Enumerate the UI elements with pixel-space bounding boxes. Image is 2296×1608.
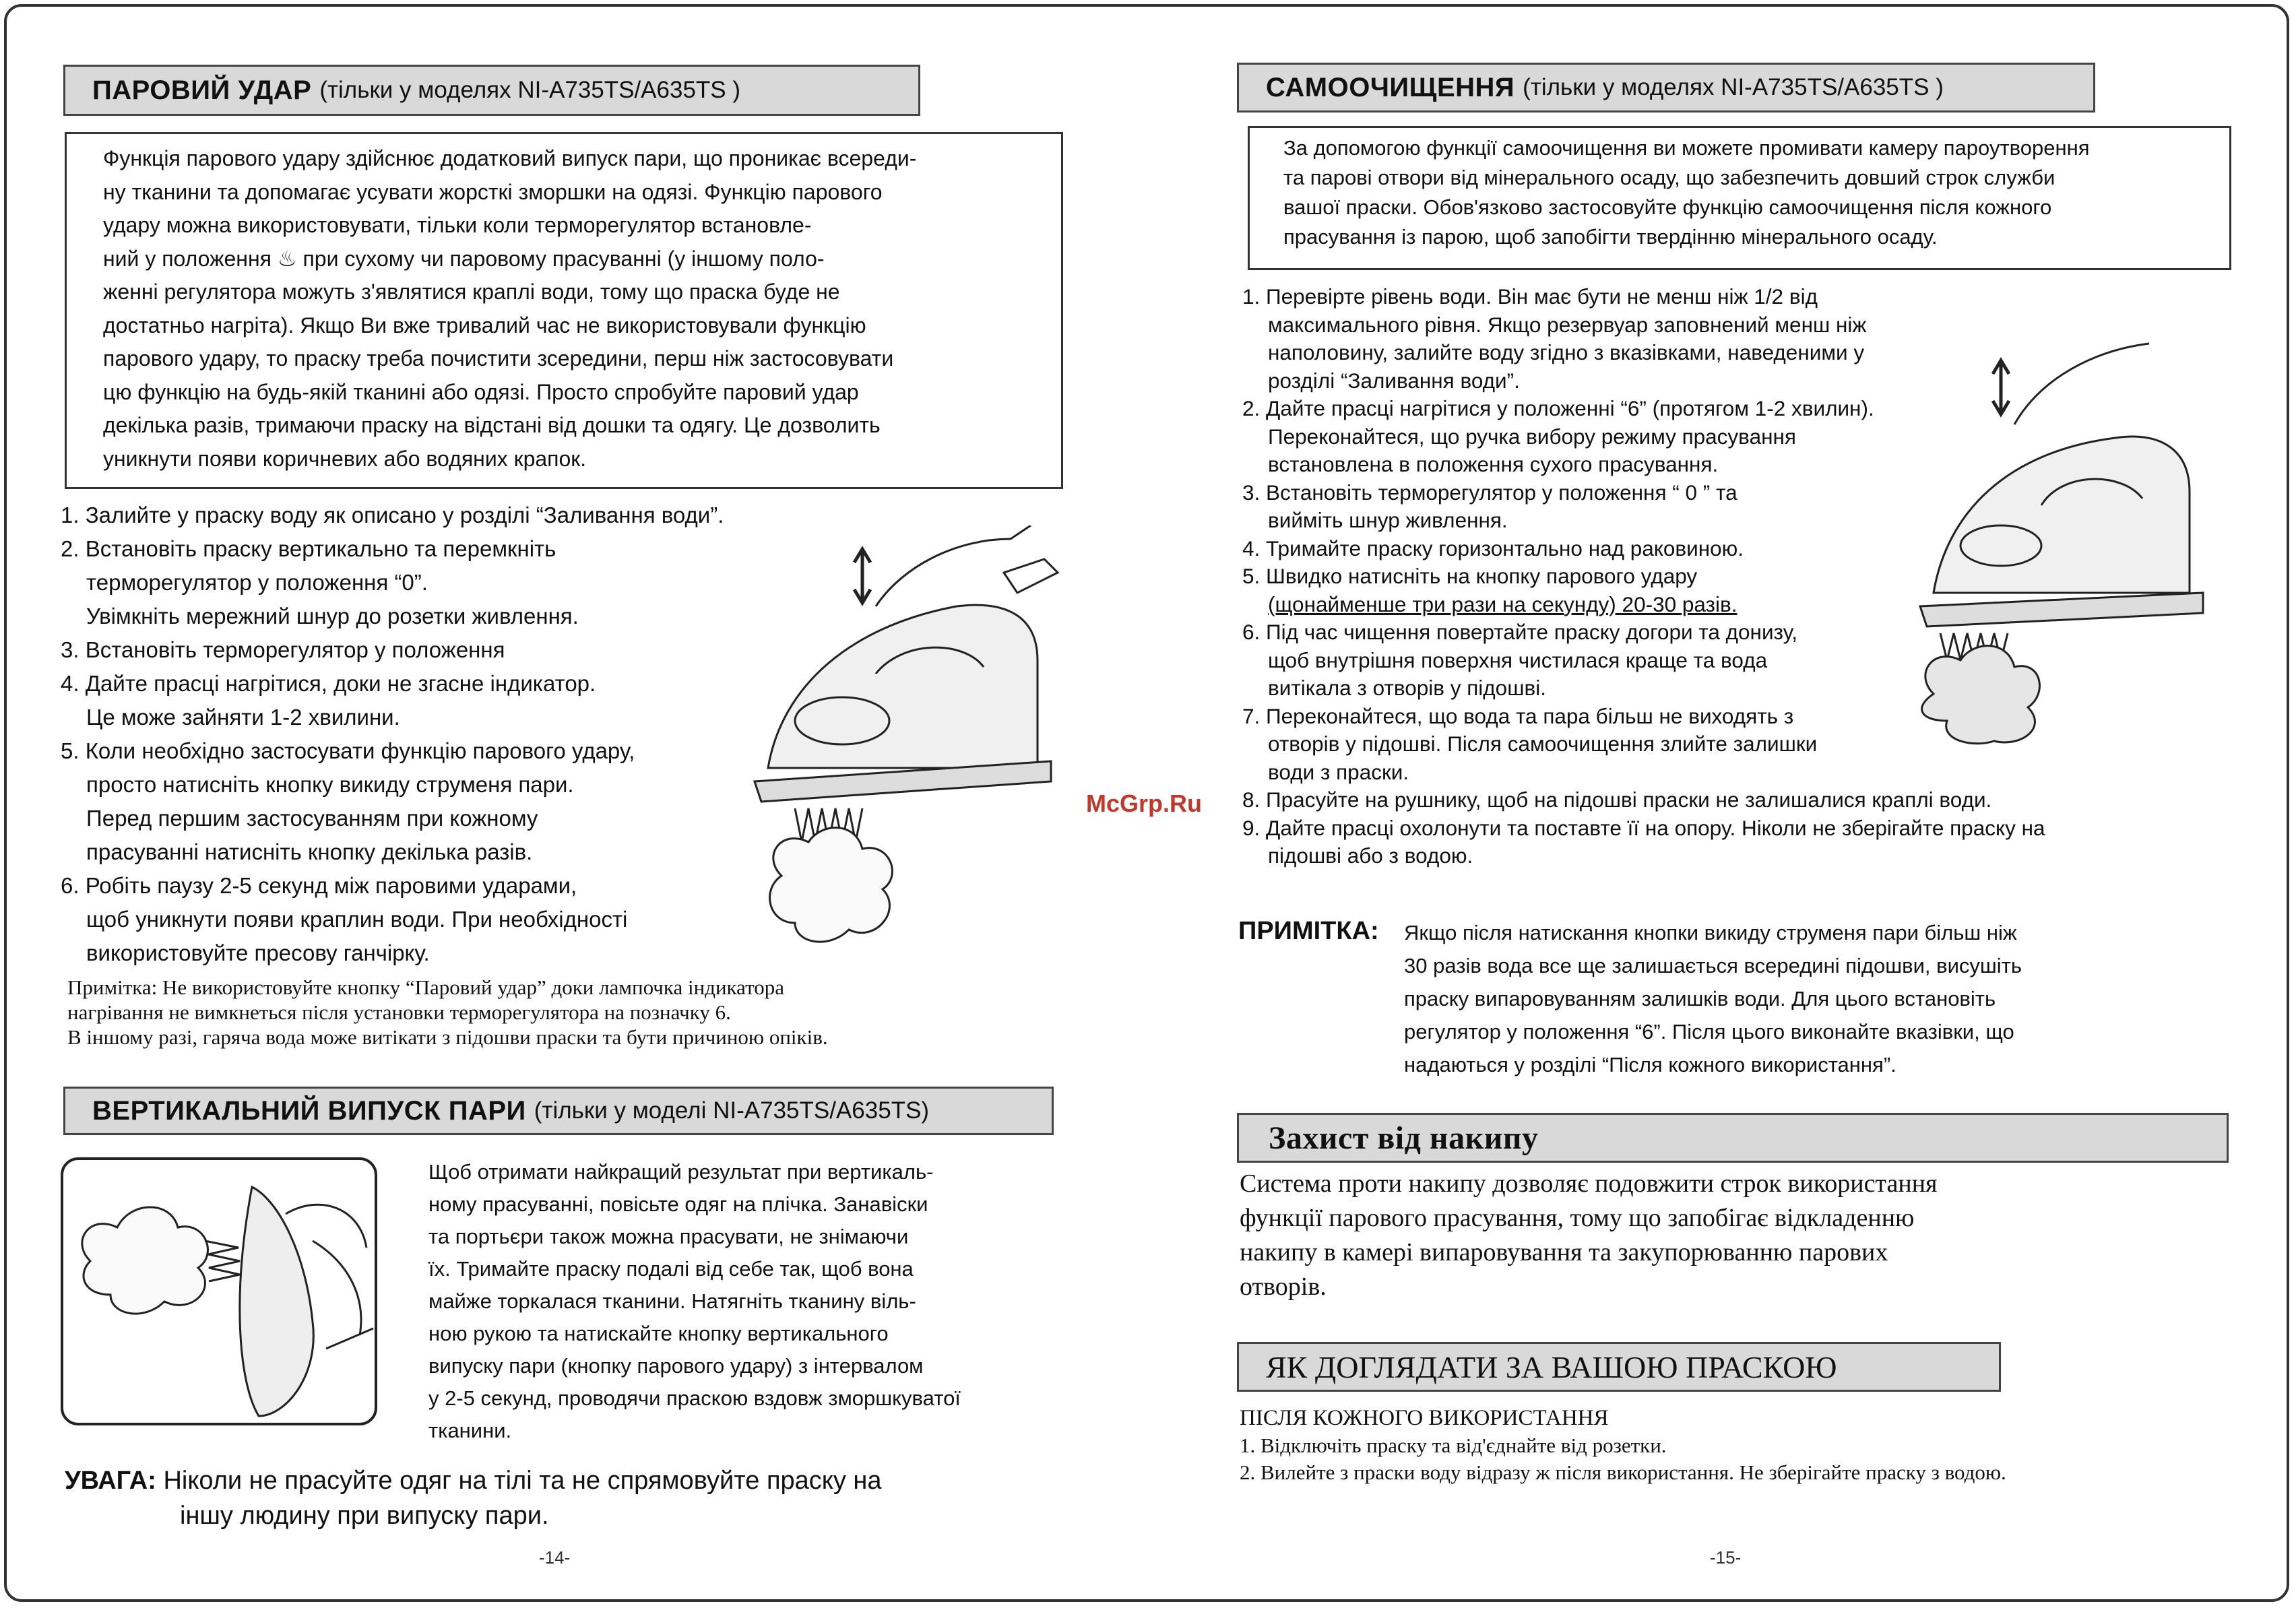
note-line: надаються у розділі “Після кожного використання”. [1404,1053,1896,1076]
note-line: регулятор у положення “6”. Після цього виконайте вказівки, що [1404,1020,2014,1043]
self-clean-header [1237,63,2095,112]
steam-shot-intro-box [65,132,1063,489]
page-number: -14- [539,1547,571,1568]
intro-line: Функція парового удару здійснює додатковий випуск пари, що проникає всереди- [103,146,917,170]
self-clean-intro-box [1248,126,2231,270]
intro-line: ний у положення ♨ при сухому чи паровому прасуванні (у іншому поло- [103,246,825,271]
step-item: 3. Встановіть терморегулятор у положення [61,637,505,662]
vertical-steam-title: ВЕРТИКАЛЬНИЙ ВИПУСК ПАРИ [92,1095,526,1126]
intro-line: За допомогою функції самоочищення ви можете промивати камеру пароутворення [1283,136,2090,160]
step-item: 8. Прасуйте на рушнику, щоб на підошві праски не залишалися краплі води. [1242,787,1992,812]
step-item: 6. Робіть паузу 2-5 секунд між паровими ударами, щоб уникнути появи краплин води. При необхідності використовуйте пресову ганчірку. [61,873,628,965]
antiscale-title: Захист від накипу [1269,1120,1539,1156]
intro-line: уникнути появи коричневих або водяних крапок. [103,446,587,471]
step-item: 2. Дайте прасці нагрітися у положенні “6” (протягом 1-2 хвилин). Переконайтеся, що ручка вибору режиму прасування встановлена в положення сухого прасування. [1242,396,1874,476]
intro-line: достатньо нагріта). Якщо Ви вже тривалий час не використовували функцію [103,313,866,337]
text-line: випуску пари (кнопку парового удару) з інтервалом [428,1354,924,1378]
steam-shot-header [63,65,920,116]
note-line: 30 разів вода все ще залишається всередині підошви, висушіть [1404,954,2022,977]
text-line: та портьєри також можна прасувати, не знімаючи [428,1225,909,1248]
text-line: отворів. [1240,1273,1327,1301]
step-item: 7. Переконайтеся, що вода та пара більш не виходять з отворів у підошві. Після самоочищення злийте залишки води з праски. [1242,703,1818,784]
note-line: праску випаровуванням залишків води. Для цього встановіть [1404,987,1996,1010]
intro-line: декілька разів, тримаючи праску на відстані від дошки та одягу. Це дозволить [103,413,881,437]
warning-line: іншу людину при випуску пари. [180,1502,549,1530]
vertical-steam-text [428,1156,1095,1447]
text-line: Щоб отримати найкращий результат при вертикаль- [428,1160,934,1184]
intro-line: та парові отвори від мінерального осаду, що забезпечить довший строк служби [1283,166,2055,189]
step-item: 2. Встановіть праску вертикально та перемкніть терморегулятор у положення “0”. Увімкніть мережний шнур до розетки живлення. [61,536,579,629]
care-header [1237,1342,2001,1392]
self-clean-note [1238,916,2222,1081]
intro-line: вашої праски. Обов'язково застосовуйте функцію самоочищення після кожного [1283,195,2052,219]
care-title: ЯК ДОГЛЯДАТИ ЗА ВАШОЮ ПРАСКОЮ [1266,1349,1837,1384]
step-item: 6. Під час чищення повертайте праску догори та донизу, щоб внутрішня поверхня чистилася краще та вода витікала з отворів у підошві. [1242,620,1797,700]
iron-self-clean-illustration [1893,337,2217,748]
care-line: 2. Вилейте з праски воду відразу ж після використання. Не зберігайте праску з водою. [1240,1460,2006,1484]
text-line: ною рукою та натискайте кнопку вертикального [428,1322,889,1345]
step-item: 1. Перевірте рівень води. Він має бути не менш ніж 1/2 від максимального рівня. Якщо резервуар заповнений менш ніж наполовину, залийте воду згідно з вказівками, наведеними у розділі “Заливання води”. [1242,284,1867,393]
vertical-steam-illustration [61,1157,377,1425]
step-item: 5. Коли необхідно застосувати функцію парового удару, просто натисніть кнопку викиду струменя пари. Перед першим застосуванням при кожному прасуванні натисніть кнопку декілька разів. [61,738,635,864]
step-item: 9. Дайте прасці охолонути та поставте її на опору. Ніколи не зберігайте праску на підошві або з водою. [1242,815,2045,868]
vertical-steam-subtitle: (тільки у моделі NI-A735TS/A635TS) [534,1097,930,1124]
text-line: функції парового прасування, тому що запобігає відкладенню [1240,1204,1915,1232]
text-line: майже торкалася тканини. Натягніть тканину віль- [428,1289,916,1313]
step-item: 1. Залийте у праску воду як описано у розділі “Заливання води”. [61,503,724,527]
text-line: тканини. [428,1419,512,1442]
self-clean-title: САМООЧИЩЕННЯ [1266,72,1515,102]
step-item: 4. Тримайте праску горизонтально над раковиною. [1242,536,1744,560]
care-section [1240,1404,2230,1486]
text-line: Система проти накипу дозволяє подовжити строк використання [1240,1169,1938,1198]
vertical-steam-warning [65,1463,1075,1533]
note-line: Якщо після натискання кнопки викиду струменя пари більш ніж [1404,921,2017,944]
note-line: В іншому разі, гаряча вода може витікати з підошви праски та бути причиною опіків. [67,1025,828,1049]
page-right [1233,0,2230,1608]
antiscale-text [1240,1167,2223,1304]
care-subheading: ПІСЛЯ КОЖНОГО ВИКОРИСТАННЯ [1240,1406,1609,1430]
vertical-steam-header [63,1087,1054,1135]
steam-shot-steps [61,499,802,970]
note-line: нагрівання не вимкнеться після установки терморегулятора на позначку 6. [67,1000,731,1024]
care-line: 1. Відключіть праску та від'єднайте від розетки. [1240,1434,1667,1457]
intro-line: цю функцію на будь-якій тканині або одязі. Просто спробуйте паровий удар [103,379,859,404]
note-line: Примітка: Не використовуйте кнопку “Паровий удар” доки лампочка індикатора [67,975,784,999]
intro-line: прасування із парою, щоб запобігти твердінню мінерального осаду. [1283,225,1938,249]
steam-shot-subtitle: (тільки у моделях NI-A735TS/A635TS ) [319,77,741,103]
antiscale-header [1237,1113,2229,1163]
text-line: їх. Тримайте праску подалі від себе так, щоб вона [428,1257,914,1281]
warning-line: Ніколи не прасуйте одяг на тілі та не спрямовуйте праску на [163,1467,882,1495]
intro-line: удару можна використовувати, тільки коли терморегулятор встановле- [103,213,812,237]
text-line: ному прасуванні, повісьте одяг на плічка. Занавіски [428,1192,928,1216]
step-item: 3. Встановіть терморегулятор у положення “ 0 ” та вийміть шнур живлення. [1242,480,1737,532]
intro-line: женні регулятора можуть з'являтися краплі води, тому що праска буде не [103,280,840,304]
step-item: 4. Дайте прасці нагрітися, доки не згасне індикатор. Це може зайняти 1-2 хвилини. [61,671,596,730]
intro-line: парового удару, то праску треба почистити зсередини, перш ніж застосовувати [103,346,894,371]
text-line: у 2-5 секунд, проводячи праскою вздовж зморшкуватої [428,1386,961,1410]
steam-shot-note [67,975,1078,1050]
self-clean-subtitle: (тільки у моделях NI-A735TS/A635TS ) [1523,74,1944,100]
intro-line: ну тканини та допомагає усувати жорсткі зморшки на одязі. Функцію парового [103,179,883,204]
text-line: накипу в камері випаровування та закупорюванню парових [1240,1238,1888,1266]
page-left [54,0,1105,1608]
warning-label: УВАГА: [65,1467,156,1495]
iron-steam-shot-illustration [741,525,1105,957]
note-label: ПРИМІТКА: [1238,917,1379,945]
page-number: -15- [1710,1547,1742,1568]
watermark: McGrp.Ru [1086,790,1203,817]
step-item: 5. Швидко натисніть на кнопку парового удару (щонайменше три рази на секунду) 20-30 разів. [1242,564,1737,616]
steam-shot-title: ПАРОВИЙ УДАР [92,75,312,105]
